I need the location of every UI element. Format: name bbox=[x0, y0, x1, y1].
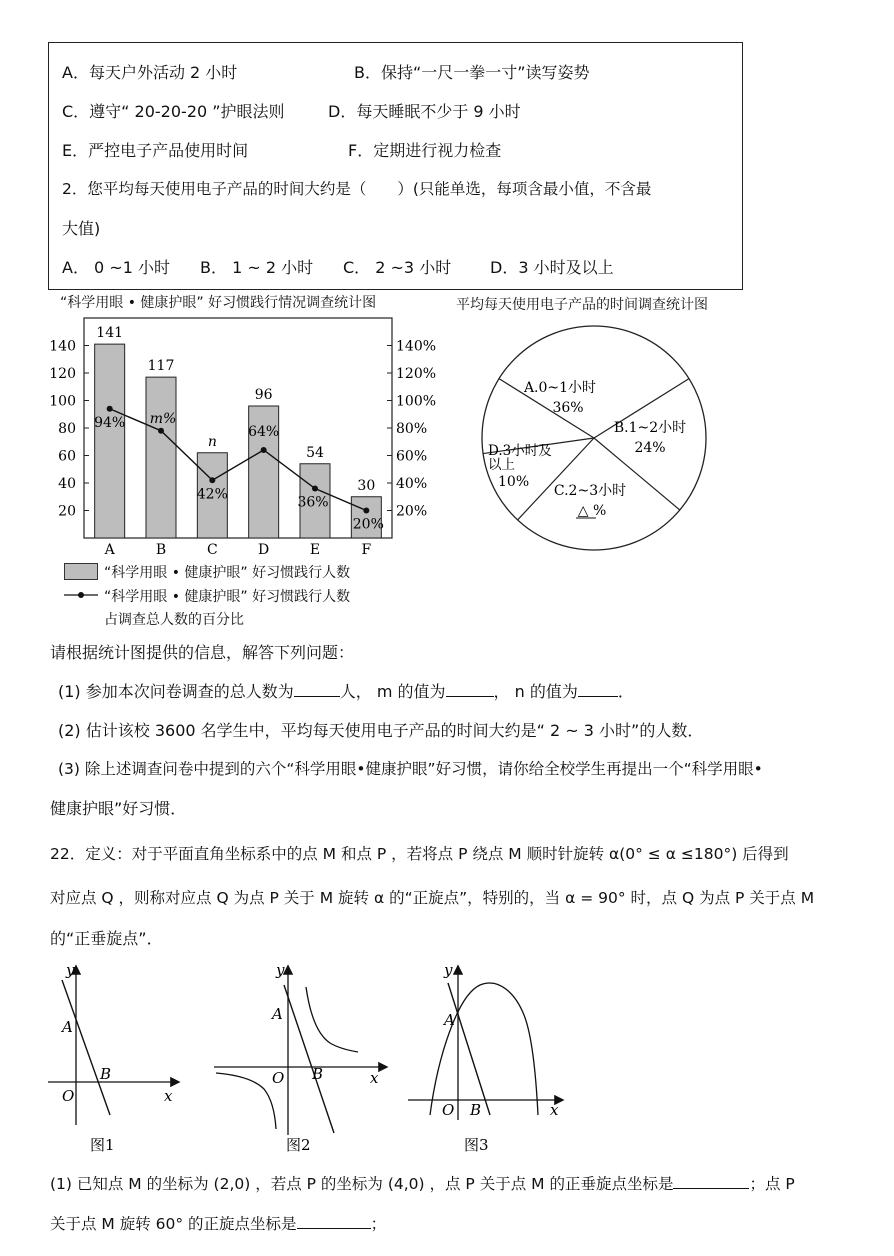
left-tick-label: 120 bbox=[49, 366, 76, 382]
problem22-line2: 对应点 Q ，则称对应点 Q 为点 P 关于 M 旋转 α 的“正旋点”，特别的，当 α = 90° 时，点 Q 为点 P 关于点 M bbox=[50, 889, 815, 907]
right-tick-label: 120% bbox=[396, 366, 437, 382]
right-tick-label: 20% bbox=[396, 503, 428, 520]
fig1-origin-label: O bbox=[62, 1087, 75, 1105]
bar-value-label: n bbox=[207, 433, 217, 450]
question-2: (2) 估计该校 3600 名学生中，平均每天使用电子产品的时间大约是“ 2 ~ 3 小时”的人数． bbox=[58, 721, 704, 740]
option-e: E．严控电子产品使用时间 bbox=[62, 141, 249, 160]
legend-bar-label: “科学用眼 • 健康护眼” 好习惯践行人数 bbox=[104, 565, 351, 581]
problem22-line1: 22．定义：对于平面直角坐标系中的点 M 和点 P ，若将点 P 绕点 M 顺时针旋转 α(0° ≤ α ≤180°) 后得到 bbox=[50, 845, 789, 863]
fig2-line-ab bbox=[284, 985, 334, 1133]
answer-blank-total[interactable] bbox=[294, 682, 340, 697]
percentage-label: 20% bbox=[352, 516, 384, 533]
bar-value-label: 117 bbox=[147, 358, 175, 375]
percentage-label: 36% bbox=[297, 494, 329, 511]
problem22-sub2 bbox=[50, 1212, 386, 1234]
fig3-y-label: y bbox=[444, 961, 453, 979]
sub2-text-b: ； bbox=[370, 1215, 387, 1233]
fig2-hyperbola-right bbox=[306, 987, 358, 1052]
q1-part-a: (1) 参加本次问卷调查的总人数为 bbox=[58, 682, 294, 701]
option-b: B．保持“一尺一拳一寸”读写姿势 bbox=[354, 63, 590, 82]
category-label: F bbox=[361, 542, 372, 558]
q1-part-b: 人， m 的值为 bbox=[339, 682, 446, 701]
fig1-point-a: A bbox=[62, 1018, 73, 1036]
pie-label-b-pct: 24% bbox=[634, 440, 666, 456]
fig2-x-label: x bbox=[370, 1069, 379, 1087]
sub2-text-a: 关于点 M 旋转 60° 的正旋点坐标是 bbox=[50, 1215, 297, 1233]
pie-label-b-name: B.1~2小时 bbox=[613, 420, 687, 436]
left-tick-label: 60 bbox=[58, 448, 76, 465]
q1-part-c: ， n 的值为 bbox=[493, 682, 578, 701]
fig3-x-label: x bbox=[550, 1101, 559, 1119]
survey-q2-line2: 大值) bbox=[62, 219, 101, 238]
left-tick-label: 140 bbox=[49, 338, 76, 355]
right-tick-label: 100% bbox=[396, 393, 437, 410]
fig3-caption: 图3 bbox=[464, 1136, 489, 1154]
option-c: C．遵守“ 20-20-20 ”护眼法则 bbox=[62, 102, 285, 121]
left-tick-label: 40 bbox=[58, 476, 76, 492]
category-label: C bbox=[206, 542, 218, 558]
option-d: D．每天睡眠不少于 9 小时 bbox=[328, 102, 521, 121]
bar-value-label: 30 bbox=[357, 477, 376, 494]
question-1 bbox=[58, 679, 634, 702]
bar-chart-title: “科学用眼 • 健康护眼” 好习惯践行情况调查统计图 bbox=[60, 295, 377, 311]
pie-label-d-name-2: 以上 bbox=[488, 457, 515, 473]
pie-label-d-pct: 10% bbox=[498, 474, 530, 490]
pie-chart-title: 平均每天使用电子产品的时间调查统计图 bbox=[456, 297, 708, 313]
pie-label-a-name: A.0~1小时 bbox=[523, 380, 597, 396]
fig2-origin-label: O bbox=[272, 1069, 285, 1087]
left-tick-label: 80 bbox=[58, 421, 76, 437]
figure-2 bbox=[214, 961, 386, 1154]
legend-line-label-2: 占调查总人数的百分比 bbox=[104, 612, 244, 628]
answer-blank-m[interactable] bbox=[446, 682, 494, 697]
bar-value-label: 54 bbox=[306, 444, 324, 461]
right-tick-label: 80% bbox=[396, 421, 428, 437]
coordinate-figures bbox=[40, 955, 580, 1165]
percentage-label: m% bbox=[149, 410, 177, 427]
percentage-label: 94% bbox=[94, 414, 126, 431]
fig2-hyperbola-left bbox=[216, 1073, 276, 1129]
percentage-label: 42% bbox=[196, 486, 228, 503]
q2-option-b: B． 1 ~ 2 小时 bbox=[200, 258, 314, 277]
fig3-point-b: B bbox=[470, 1101, 482, 1119]
pie-label-c-pct: △ % bbox=[577, 503, 607, 519]
category-label: D bbox=[258, 542, 270, 558]
fig2-caption: 图2 bbox=[286, 1136, 311, 1154]
fig2-y-label: y bbox=[276, 961, 285, 979]
problem22-sub1 bbox=[50, 1172, 795, 1194]
questions-intro: 请根据统计图提供的信息，解答下列问题： bbox=[50, 643, 355, 662]
right-tick-label: 40% bbox=[396, 476, 428, 492]
pie-label-a-pct: 36% bbox=[552, 400, 584, 416]
answer-blank-perpendicular-point[interactable] bbox=[673, 1174, 749, 1189]
answer-blank-n[interactable] bbox=[578, 682, 618, 697]
bar-value-label: 141 bbox=[96, 325, 124, 342]
pie-label-c-name: C.2~3小时 bbox=[553, 483, 627, 499]
problem22-line3: 的“正垂旋点”． bbox=[50, 929, 163, 948]
percentage-label: 64% bbox=[248, 424, 280, 440]
question-3-line2: 健康护眼”好习惯． bbox=[50, 799, 187, 818]
legend-line-swatch bbox=[62, 588, 102, 602]
pie-label-d-name-1: D.3小时及 bbox=[488, 443, 552, 459]
right-tick-label: 140% bbox=[396, 338, 437, 355]
right-tick-label: 60% bbox=[396, 448, 428, 465]
sub1-text-a: (1) 已知点 M 的坐标为 (2,0) ，若点 P 的坐标为 (4,0) ，点 P 关于点 M 的正垂旋点坐标是 bbox=[50, 1175, 674, 1193]
left-tick-label: 20 bbox=[58, 503, 76, 520]
fig3-origin-label: O bbox=[442, 1101, 455, 1119]
option-f: F．定期进行视力检查 bbox=[348, 141, 502, 160]
sub1-text-b: ；点 P bbox=[749, 1175, 795, 1193]
option-a: A．每天户外活动 2 小时 bbox=[62, 63, 238, 82]
survey-q2-line1: 2．您平均每天使用电子产品的时间大约是（ ）(只能单选，每项含最小值，不含最 bbox=[62, 180, 652, 198]
fig1-y-label: y bbox=[66, 961, 75, 979]
question-3-line1: (3) 除上述调查问卷中提到的六个“科学用眼•健康护眼”好习惯，请你给全校学生再提出一个“科学用眼• bbox=[58, 760, 763, 778]
q2-option-d: D．3 小时及以上 bbox=[490, 258, 614, 277]
q2-option-a: A． 0 ~1 小时 bbox=[62, 258, 170, 277]
left-tick-label: 100 bbox=[49, 393, 76, 410]
fig1-x-label: x bbox=[164, 1087, 173, 1105]
q2-option-c: C． 2 ~3 小时 bbox=[343, 258, 452, 277]
fig3-point-a: A bbox=[444, 1011, 455, 1029]
q1-part-d: ． bbox=[617, 682, 634, 701]
legend-line-label-1: “科学用眼 • 健康护眼” 好习惯践行人数 bbox=[104, 589, 351, 605]
figure-3 bbox=[408, 961, 562, 1154]
category-label: A bbox=[104, 542, 115, 558]
category-label: B bbox=[155, 542, 167, 558]
figure-1 bbox=[48, 961, 178, 1154]
fig2-point-a: A bbox=[272, 1005, 283, 1023]
bar-value-label: 96 bbox=[254, 387, 273, 403]
fig1-point-b: B bbox=[100, 1065, 112, 1083]
category-label: E bbox=[309, 542, 321, 558]
answer-blank-rotation-60[interactable] bbox=[297, 1214, 371, 1229]
fig3-line-ab bbox=[448, 983, 490, 1115]
fig1-caption: 图1 bbox=[90, 1136, 115, 1154]
legend-bar-swatch bbox=[64, 563, 98, 580]
fig2-point-b: B bbox=[312, 1065, 324, 1083]
